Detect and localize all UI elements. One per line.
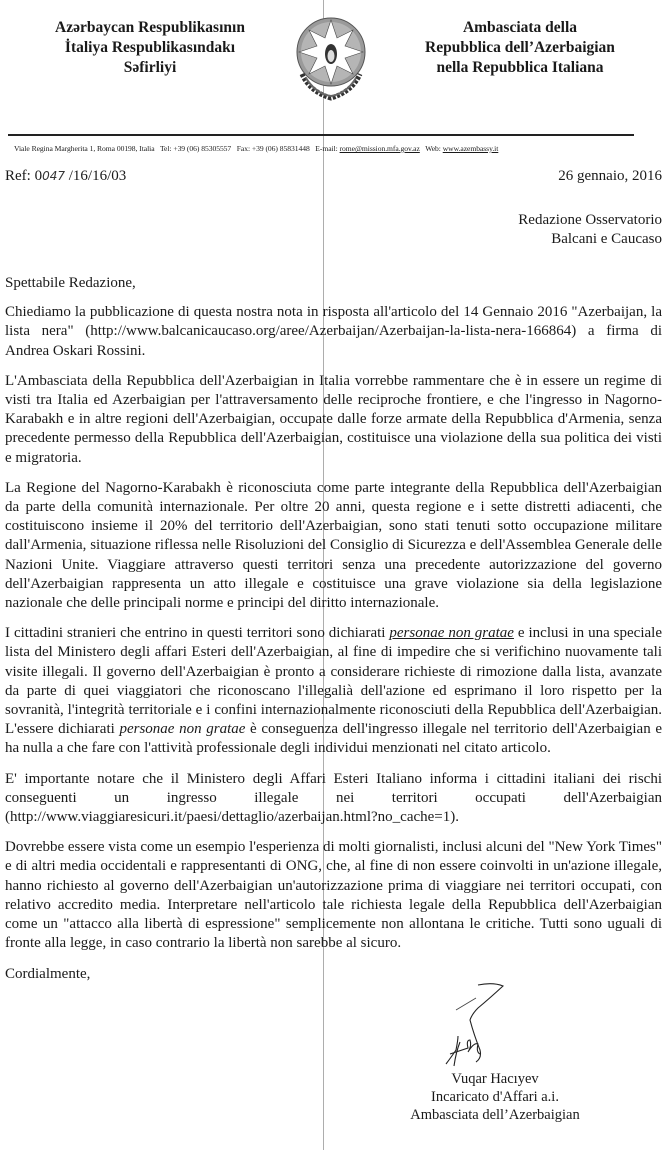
azerbaijan-coat-of-arms-icon — [290, 8, 372, 108]
paragraph-text: e inclusi in una speciale lista del Ministero degli affari Esteri dell'Azerbaigian, al fine di impedire che si verifichino nuovamente tali visite illegali. Il governo dell'Azerbaigian è pronto a considerare richieste di rimozione dalla lista, avanzate da parte di quei viaggiatori che riconoscano l'illegalià dell'azione ed esprimano il loro rispetto per la sovranità, l'integrità territoriale e i confini internazionalmente riconosciuti della Repubblica dell'Azerbaigian. L'essere dichiarati — [5, 625, 662, 738]
letterhead — [0, 0, 670, 160]
letterhead-divider — [8, 134, 634, 136]
emphasis-personae-non-gratae: personae non gratae — [119, 721, 246, 738]
letterhead-left-azerbaijani — [30, 18, 270, 78]
letterhead-right-line: Ambasciata della — [462, 19, 578, 36]
letter-date: 26 gennaio, 2016 — [558, 168, 662, 184]
contact-fax: Fax: +39 (06) 85831448 — [236, 144, 310, 153]
ref-handwritten-number: 047 — [42, 169, 65, 183]
contact-web-link[interactable]: www.azembassy.it — [442, 144, 499, 153]
paragraph-visa-regime: L'Ambasciata della Repubblica dell'Azerbaigian in Italia vorrebbe rammentare che è in essere un regime di visti tra Italia ed Azerbaigian per l'attraversamento delle reciproche frontiere, e che l'ingresso in Nagorno-Karabakh e in altre regioni dell'Azerbaigian, occupate dalle forze armate della Repubblica d'Armenia, senza precedente permesso della Repubblica dell'Azerbaigian, costituisce una violazione della sua politica dei visti e migratoria. — [5, 372, 662, 466]
contact-address: Viale Regina Margherita 1, Roma 00198, Italia — [14, 144, 155, 153]
letterhead-right-line: Repubblica dell’Azerbaigian — [425, 39, 615, 56]
contact-email-link[interactable]: rome@mission.mfa.gov.az — [339, 144, 420, 153]
recipient-block — [518, 211, 662, 249]
letterhead-right-italian — [395, 18, 645, 78]
closing: Cordialmente, — [5, 965, 91, 982]
paragraph-nagorno-karabakh: La Regione del Nagorno-Karabakh è riconosciuta come parte integrante della Repubblica dell'Azerbaigian da parte della comunità internazionale. Per oltre 20 anni, questa regione e i sette distretti adiacenti, che costituiscono insieme il 20% del territorio dell'Azerbaigian, sono stati tenuti sotto occupazione militare dall'Armenia, situazione riflessa nelle Risoluzioni del Consiglio di Sicurezza e dell'Assemblea Generale delle Nazioni Unite. Viaggiare attraverso questi territori senza una precedente autorizzazione del governo dell'Azerbaigian rappresenta un atto illegale e costituisce una grave violazione sia della legislazione nazionale che delle principali norme e principi del diritto internazionale. — [5, 479, 662, 612]
recipient-line: Balcani e Caucaso — [551, 231, 662, 247]
letter-body — [5, 274, 662, 995]
signatory-title: Incaricato d'Affari a.i. — [431, 1089, 559, 1105]
signatory-organization: Ambasciata dell’Azerbaigian — [410, 1107, 580, 1123]
paragraph-journalists-example: Dovrebbe essere vista come un esempio l'esperienza di molti giornalisti, inclusi alcuni del "New York Times" e di altri media occidentali e rappresentanti di ONG, che, al fine di non essere coinvolti in un'azione illegale, hanno richiesto al governo dell'Azerbaigian un'autorizzazione prima di viaggiare nei territori occupati, con relativo accredito media. Interpretare nell'articolo tale richiesta legale della Repubblica dell'Azerbaigian come un "attacco alla libertà di espressione" semplicemente non allontana le critiche. Tutti sono uguali di fronte alla legge, in caso contrario la libertà non sarebbe al sicuro. — [5, 839, 662, 952]
paragraph-request: Chiediamo la pubblicazione di questa nostra nota in risposta all'articolo del 14 Gennaio 2016 "Azerbaijan, la lista nera" (http://www.balcanicaucaso.org/aree/Azerbaijan/Azerbaijan-la-lista-nera-166864) a firma di Andrea Oskari Rossini. — [5, 304, 662, 359]
contact-line — [14, 144, 664, 153]
paragraph-text: è conseguenza dell'ingresso illegale nel territorio dell'Azerbaigian e ha nulla a che fare con l'attività professionale degli individui menzionati nel citato articolo. — [5, 721, 662, 757]
handwritten-signature-icon — [418, 980, 538, 1075]
ref-label: Ref: 0 — [5, 168, 43, 184]
letterhead-left-line: Səfirliyi — [123, 59, 177, 76]
paragraph-personae-non-gratae — [5, 624, 662, 758]
letterhead-left-line: Azərbaycan Respublikasının — [55, 19, 245, 36]
signature-block — [395, 1070, 595, 1124]
contact-email-label: E-mail: — [315, 144, 338, 153]
recipient-line: Redazione Osservatorio — [518, 212, 662, 228]
signatory-name: Vuqar Hacıyev — [451, 1071, 539, 1087]
contact-web-label: Web: — [425, 144, 441, 153]
reference-number — [5, 168, 126, 185]
letterhead-left-line: İtaliya Respublikasındakı — [64, 39, 236, 56]
emphasis-personae-non-gratae: personae non gratae — [389, 625, 514, 642]
salutation: Spettabile Redazione, — [5, 275, 136, 291]
letterhead-right-line: nella Repubblica Italiana — [436, 59, 604, 76]
ref-suffix: /16/16/03 — [64, 168, 127, 184]
paragraph-text: I cittadini stranieri che entrino in questi territori sono dichiarati — [5, 625, 390, 642]
paragraph-italian-ministry: E' importante notare che il Ministero degli Affari Esteri Italiano informa i cittadini italiani dei rischi conseguenti un ingresso illegale nei territori occupati dell'Azerbaigian (http://www.viaggiaresicuri.it/paesi/dettaglio/azerbaijan.html?no_cache=1). — [5, 770, 662, 826]
contact-tel: Tel: +39 (06) 85305557 — [159, 144, 232, 153]
